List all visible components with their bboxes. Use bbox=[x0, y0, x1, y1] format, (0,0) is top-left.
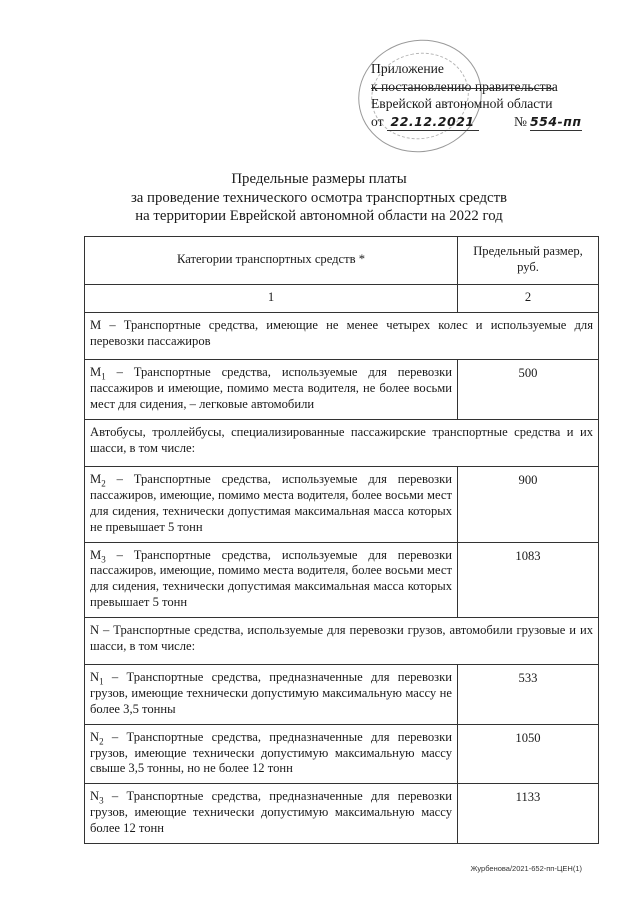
category-n1: $N_1$ – Транспортные средства, предназначенные для перевозки грузов, имеющие технически допустимую максимальную массу не более 3,5 тонны bbox=[85, 665, 458, 724]
price-n2: 1050 bbox=[458, 724, 599, 783]
category-n3: $N_3$ – Транспортные средства, предназначенные для перевозки грузов, имеющие технически допустимую максимальную массу более 12 тонн bbox=[85, 784, 458, 843]
tariff-table bbox=[84, 236, 599, 844]
handwritten-number: 554-пп bbox=[529, 113, 582, 129]
price-n3: 1133 bbox=[458, 784, 599, 843]
section-n: N – Транспортные средства, используемые для перевозки грузов, автомобили грузовые и их шасси, в том числе: bbox=[85, 617, 599, 665]
document-title bbox=[0, 170, 638, 226]
category-m1: $М_1$ – Транспортные средства, используемые для перевозки пассажиров и имеющие, помимо места водителя, не более восьми мест для сидения, – легковые автомобили bbox=[85, 360, 458, 419]
handwritten-date: 22.12.2021 bbox=[390, 113, 475, 129]
appendix-resolution bbox=[371, 78, 621, 96]
category-m3: $М_3$ – Транспортные средства, используемые для перевозки пассажиров, имеющие, помимо места водителя, более восьми мест для сидения, технически допустимая максимальная масса которых превышает 5 тонн bbox=[85, 542, 458, 617]
column-number-1: 1 bbox=[85, 285, 458, 313]
table-row bbox=[85, 467, 599, 542]
title-line-2: за проведение технического осмотра транспортных средств bbox=[130, 189, 508, 206]
category-n2: $N_2$ – Транспортные средства, предназначенные для перевозки грузов, имеющие технически допустимую максимальную массу свыше 3,5 тонны, но не более 12 тонн bbox=[85, 724, 458, 783]
table-row bbox=[85, 617, 599, 665]
table-row bbox=[85, 542, 599, 617]
appendix-title: Приложение bbox=[371, 61, 444, 76]
section-bus: Автобусы, троллейбусы, специализированные пассажирские транспортные средства и их шасси, в том числе: bbox=[85, 419, 599, 467]
title-line-3: на территории Еврейской автономной области на 2022 год bbox=[135, 208, 503, 224]
category-m2: $М_2$ – Транспортные средства, используемые для перевозки пассажиров, имеющие, помимо места водителя, более восьми мест для сидения, технически допустимая максимальная масса которых не превышает 5 тонн bbox=[85, 467, 458, 542]
document-footer-id: Журбенова/2021-652-пп-ЦЕН(1) bbox=[470, 864, 582, 873]
table-row bbox=[85, 419, 599, 467]
header-limit: Предельный размер, руб. bbox=[458, 237, 599, 285]
section-m: М – Транспортные средства, имеющие не менее четырех колес и используемые для перевозки пассажиров bbox=[85, 312, 599, 360]
table-row bbox=[85, 784, 599, 843]
table-row bbox=[85, 724, 599, 783]
column-numbers-row bbox=[85, 285, 599, 313]
price-n1: 533 bbox=[458, 665, 599, 724]
appendix-government: Еврейской автономной области bbox=[371, 96, 553, 111]
price-m2: 900 bbox=[458, 467, 599, 542]
number-prefix: № bbox=[513, 113, 527, 129]
appendix-date-number bbox=[371, 113, 621, 132]
table-header-row bbox=[85, 237, 599, 285]
appendix-resolution-text: к постановлению правительства bbox=[371, 78, 558, 94]
table-row bbox=[85, 360, 599, 419]
table-row bbox=[85, 665, 599, 724]
table-row bbox=[85, 312, 599, 360]
column-number-2: 2 bbox=[458, 285, 599, 313]
appendix-block bbox=[371, 60, 621, 131]
header-category: Категории транспортных средств * bbox=[85, 237, 458, 285]
price-m3: 1083 bbox=[458, 542, 599, 617]
date-prefix: от bbox=[371, 113, 384, 129]
title-line-1: Предельные размеры платы bbox=[231, 171, 407, 187]
price-m1: 500 bbox=[458, 360, 599, 419]
